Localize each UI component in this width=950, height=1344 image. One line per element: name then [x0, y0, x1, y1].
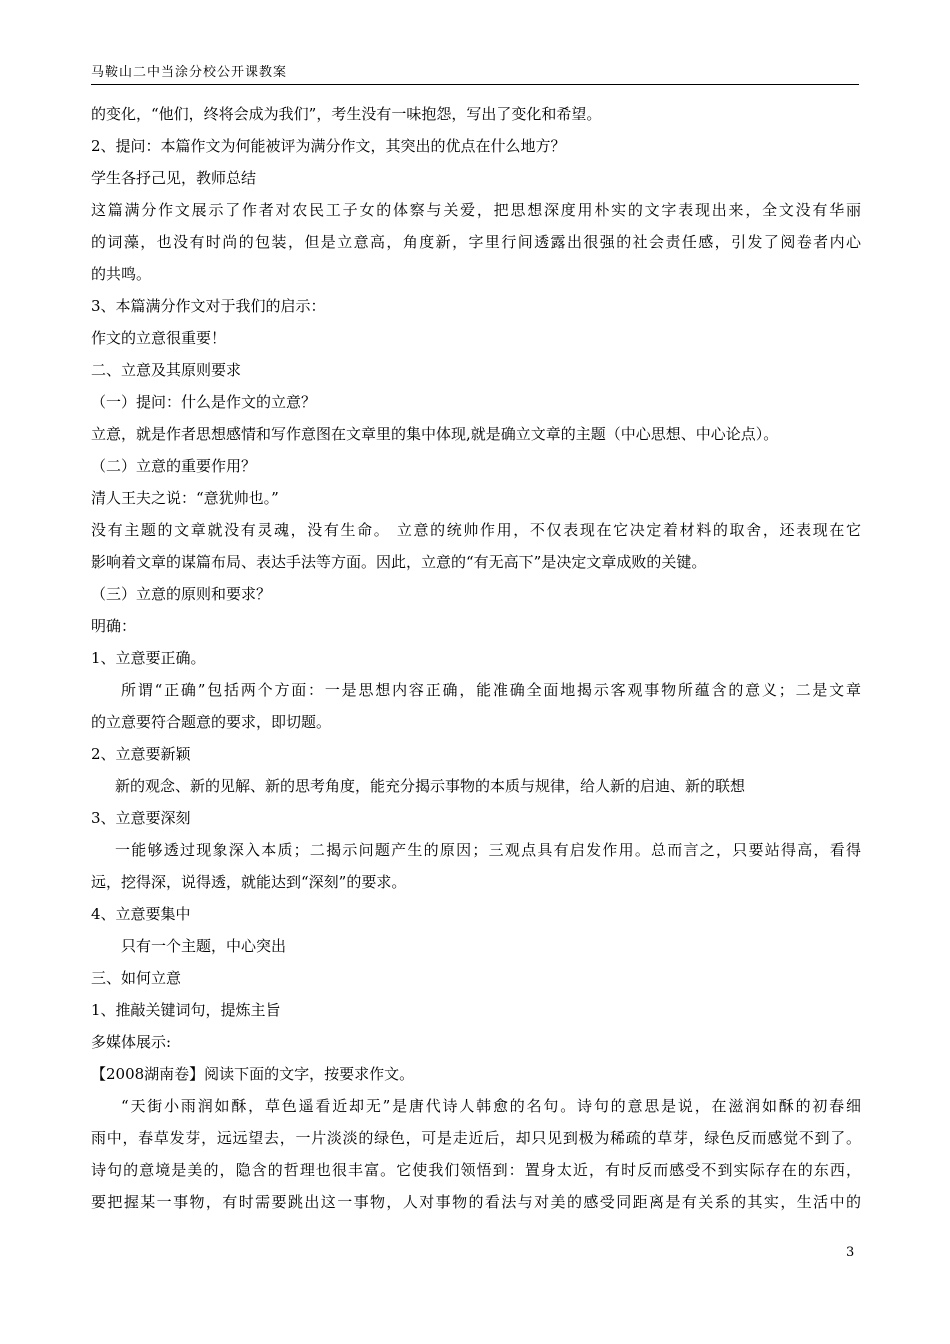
text-line: 明确： [91, 617, 137, 635]
text-line: 作文的立意很重要！ [91, 329, 227, 347]
text-line: 3、本篇满分作文对于我们的启示： [91, 297, 326, 315]
paragraph-line: 诗句的意境是美的，隐含的哲理也很丰富。它使我们领悟到：置身太近，有时反而感受不到实际存在的东西， [91, 1161, 861, 1179]
subsection-heading: （一）提问：什么是作文的立意？ [91, 393, 317, 411]
subsection-heading: （二）立意的重要作用？ [91, 457, 257, 475]
subsection-heading: （三）立意的原则和要求？ [91, 585, 272, 603]
page-header [91, 64, 859, 85]
text-line: 多媒体展示: [91, 1033, 172, 1051]
paragraph-line: 雨中，春草发芽，远远望去，一片淡淡的绿色，可是走近后，却只见到极为稀疏的草芽，绿色反而感觉不到了。 [91, 1129, 861, 1147]
list-item-heading: 1、推敲关键词句，提炼主旨 [91, 1001, 281, 1019]
paragraph-line: 这篇满分作文展示了作者对农民工子女的体察与关爱，把思想深度用朴实的文字表现出来，全文没有华丽 [91, 201, 861, 219]
text-line: 【2008湖南卷】阅读下面的文字，按要求作文。 [91, 1065, 415, 1083]
page-number: 3 [846, 1245, 855, 1260]
paragraph-line: “天街小雨润如酥，草色遥看近却无”是唐代诗人韩愈的名句。诗句的意思是说，在滋润如酥的初春细 [121, 1097, 861, 1115]
list-item-body: 所谓“正确”包括两个方面：一是思想内容正确，能准确全面地揭示客观事物所蕴含的意义；二是文章 [121, 681, 861, 699]
list-item-heading: 2、立意要新颖 [91, 745, 191, 763]
list-item-heading: 3、立意要深刻 [91, 809, 191, 827]
list-item-body: 远，挖得深，说得透，就能达到“深刻”的要求。 [91, 873, 407, 891]
text-line: 的变化，“他们，终将会成为我们”，考生没有一味抱怨，写出了变化和希望。 [91, 105, 602, 123]
list-item-heading: 4、立意要集中 [91, 905, 191, 923]
list-item-body: 的立意要符合题意的要求，即切题。 [91, 713, 332, 731]
paragraph-line: 要把握某一事物，有时需要跳出这一事物，人对事物的看法与对美的感受同距离是有关系的其实，生活中的 [91, 1193, 861, 1211]
document-body [91, 98, 861, 1218]
list-item-heading: 1、立意要正确。 [91, 649, 206, 667]
header-title: 马鞍山二中当涂分校公开课教案 [91, 65, 288, 80]
text-line: 学生各抒己见，教师总结 [91, 169, 257, 187]
paragraph-line: 影响着文章的谋篇布局、表达手法等方面。因此，立意的“有无高下”是决定文章成败的关键。 [91, 553, 707, 571]
list-item-body: 一能够透过现象深入本质；二揭示问题产生的原因；三观点具有启发作用。总而言之，只要站得高，看得 [115, 841, 861, 859]
question-line: 2、提问：本篇作文为何能被评为满分作文，其突出的优点在什么地方？ [91, 137, 566, 155]
paragraph-line: 的词藻，也没有时尚的包装，但是立意高，角度新，字里行间透露出很强的社会责任感，引发了阅卷者内心 [91, 233, 861, 251]
paragraph-line: 的共鸣。 [91, 265, 152, 283]
list-item-body: 只有一个主题，中心突出 [121, 937, 287, 955]
quote-line: 清人王夫之说：“意犹帅也。” [91, 489, 279, 507]
list-item-body: 新的观念、新的见解、新的思考角度，能充分揭示事物的本质与规律，给人新的启迪、新的联想 [115, 777, 746, 795]
paragraph-line: 没有主题的文章就没有灵魂，没有生命。 立意的统帅作用，不仅表现在它决定着材料的取舍，还表现在它 [91, 521, 861, 539]
section-heading: 二、立意及其原则要求 [91, 361, 242, 379]
definition-line: 立意，就是作者思想感情和写作意图在文章里的集中体现,就是确立文章的主题（中心思想、中心论点）。 [91, 425, 779, 443]
section-heading: 三、如何立意 [91, 969, 182, 987]
